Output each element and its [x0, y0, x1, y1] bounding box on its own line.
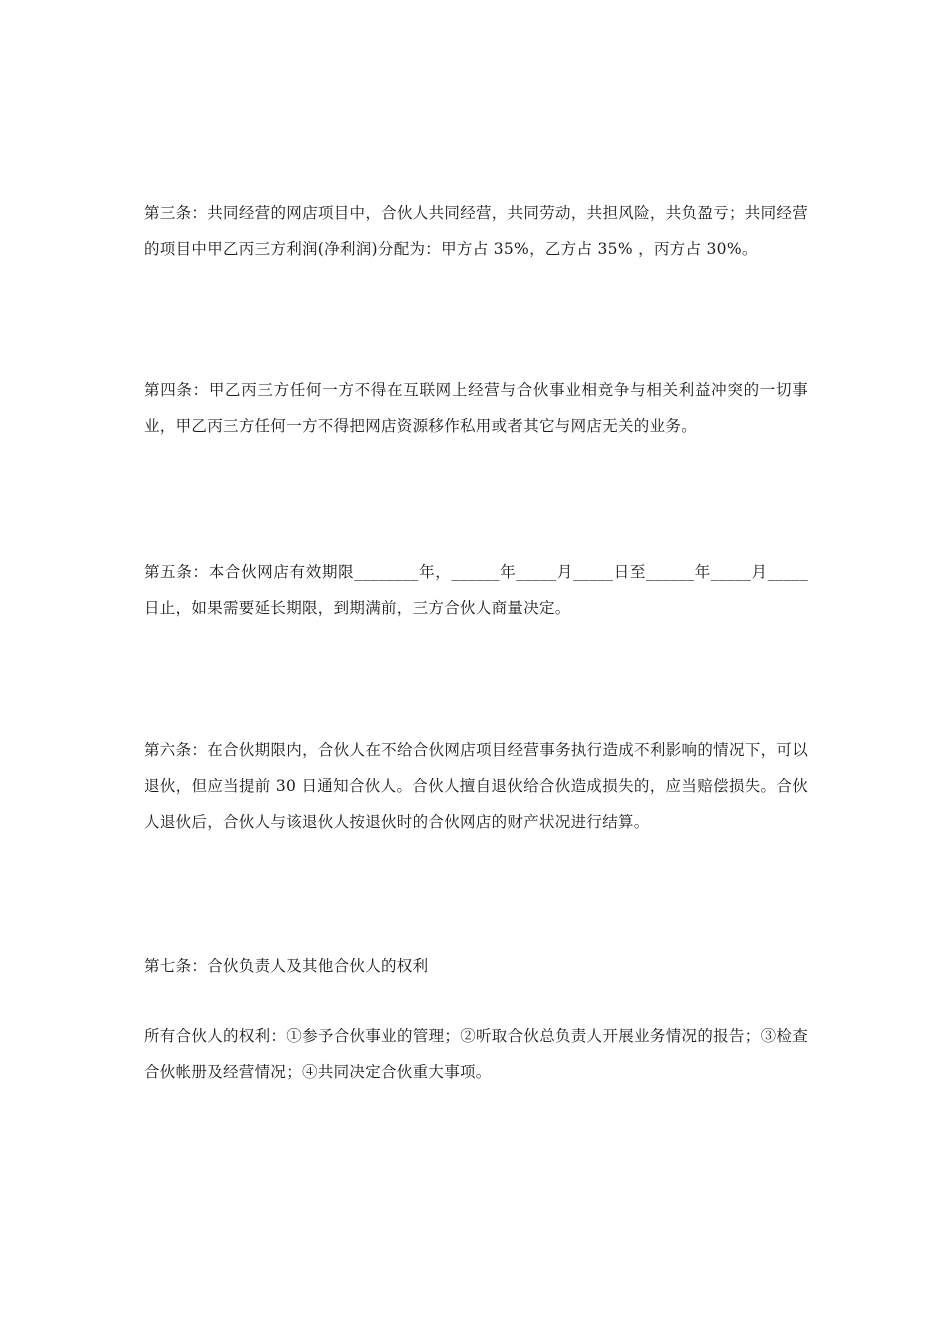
article-6-paragraph: 第六条：在合伙期限内，合伙人在不给合伙网店项目经营事务执行造成不利影响的情况下，可以退伙，但应当提前 30 日通知合伙人。合伙人擅自退伙给合伙造成损失的，应当赔偿损失。合伙人退伙后，合伙人与该退伙人按退伙时的合伙网店的财产状况进行结算。 — [144, 741, 808, 831]
article-5-paragraph: 第五条：本合伙网店有效期限________年，______年_____月_____日至______年_____月_____日止，如果需要延长期限，到期满前，三方合伙人商量决定。 — [144, 563, 808, 617]
partner-rights-paragraph: 所有合伙人的权利：①参予合伙事业的管理；②听取合伙总负责人开展业务情况的报告；③检查合伙帐册及经营情况；④共同决定合伙重大事项。 — [144, 1027, 808, 1081]
article-7-heading: 第七条：合伙负责人及其他合伙人的权利 — [144, 957, 429, 975]
article-4-paragraph: 第四条：甲乙丙三方任何一方不得在互联网上经营与合伙事业相竞争与相关利益冲突的一切事业，甲乙丙三方任何一方不得把网店资源移作私用或者其它与网店无关的业务。 — [144, 381, 808, 435]
article-3-paragraph: 第三条：共同经营的网店项目中，合伙人共同经营，共同劳动，共担风险，共负盈亏；共同经营的项目中甲乙丙三方利润(净利润)分配为：甲方占 35%，乙方占 35% ，丙方占 30%。 — [144, 204, 808, 258]
